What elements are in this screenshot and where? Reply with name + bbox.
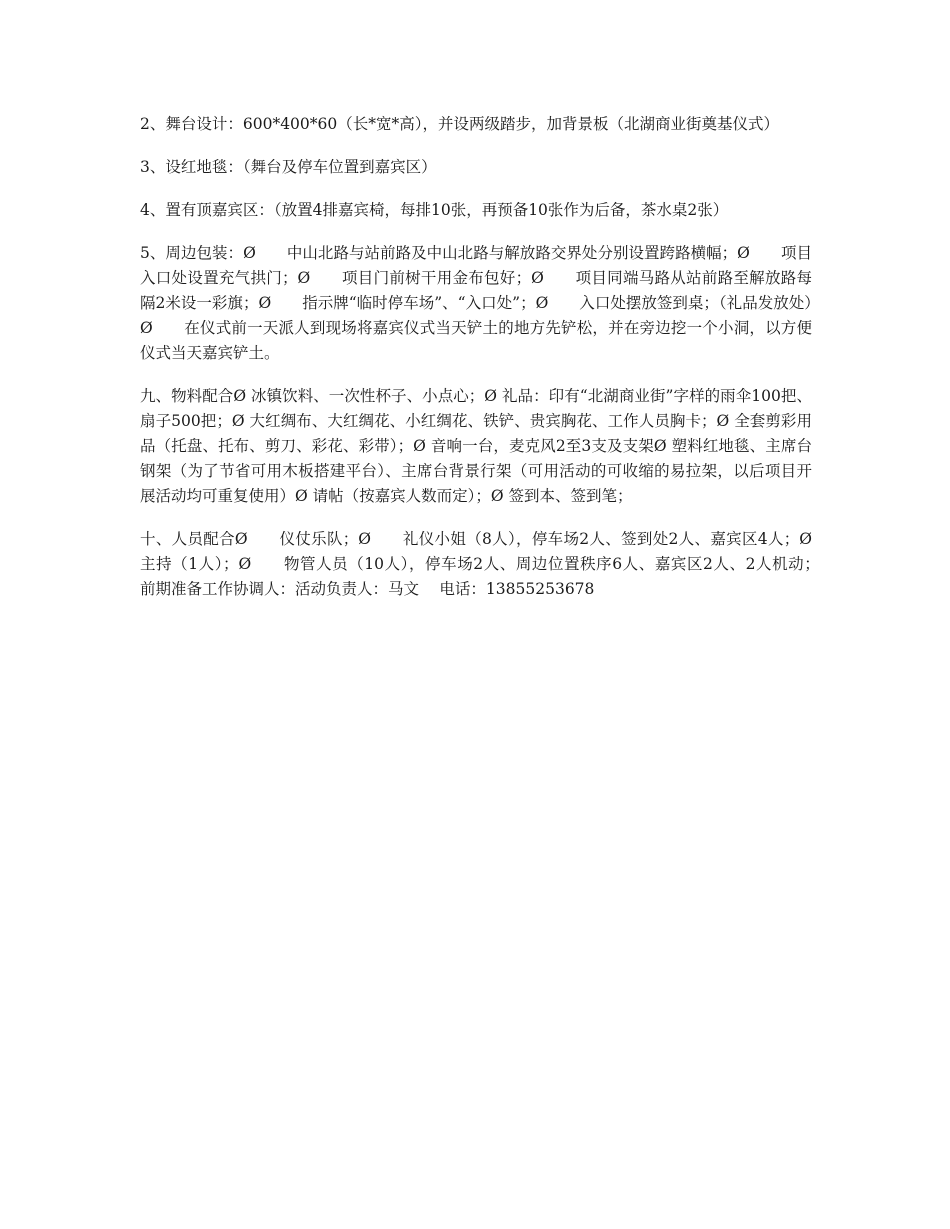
paragraph-red-carpet: 3、设红地毯：（舞台及停车位置到嘉宾区） (140, 158, 437, 176)
paragraph-guest-area: 4、置有顶嘉宾区：（放置4排嘉宾椅，每排10张，再预备10张作为后备，茶水桌2张） (140, 201, 729, 219)
paragraph-surrounding-decoration: 5、周边包装：Ø 中山北路与站前路及中山北路与解放路交界处分别设置跨路横幅；Ø 项目入口处设置充气拱门；Ø 项目门前树干用金布包好；Ø 项目同端马路从站前路至解放路每隔2米设一彩旗；Ø 指示牌“临时停车场”、“入口处”；Ø 入口处摆放签到桌；（礼品发放处）Ø 在仪式前一天派人到现场将嘉宾仪式当天铲土的地方先铲松，并在旁边挖一个小洞，以方便仪式当天嘉宾铲土。 (140, 244, 812, 362)
paragraph-staffing: 十、人员配合Ø 仪仗乐队；Ø 礼仪小姐（8人），停车场2人、签到处2人、嘉宾区4人；Ø 主持（1人）；Ø 物管人员（10人），停车场2人、周边位置秩序6人、嘉宾区2人、2人机动； 前期准备工作协调人：活动负责人：马文 电话：13855253678 (140, 530, 844, 598)
document-body (140, 112, 844, 620)
paragraph-stage-design: 2、舞台设计：600*400*60（长*宽*高），并设两级踏步，加背景板（北湖商业街奠基仪式） (140, 115, 780, 133)
paragraph-materials: 九、物料配合Ø 冰镇饮料、一次性杯子、小点心；Ø 礼品：印有“北湖商业街”字样的雨伞100把、扇子500把；Ø 大红绸布、大红绸花、小红绸花、铁铲、贵宾胸花、工作人员胸卡；Ø 全套剪彩用品（托盘、托布、剪刀、彩花、彩带）；Ø 音响一台，麦克风2至3支及支架Ø 塑料红地毯、主席台钢架（为了节省可用木板搭建平台）、主席台背景行架（可用活动的可收缩的易拉架，以后项目开展活动均可重复使用）Ø 请帖（按嘉宾人数而定）；Ø 签到本、签到笔； (140, 387, 812, 505)
